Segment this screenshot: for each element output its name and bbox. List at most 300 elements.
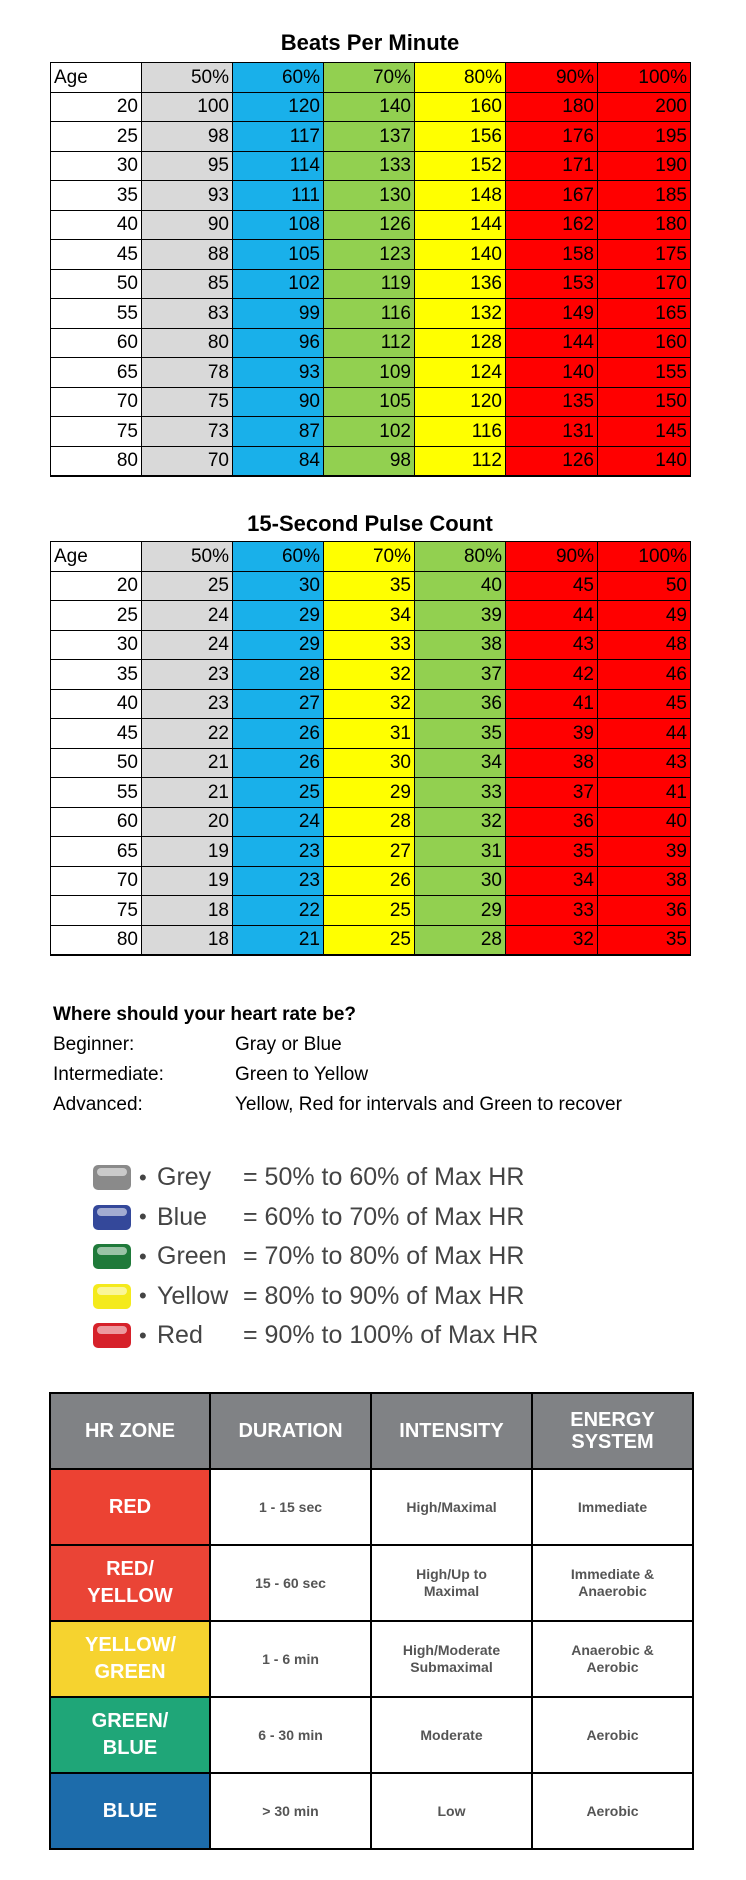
level-advice: Green to Yellow xyxy=(235,1064,369,1085)
value-cell: 34 xyxy=(415,748,506,778)
value-cell: 18 xyxy=(142,925,233,955)
value-cell: 28 xyxy=(233,660,324,690)
value-cell: 155 xyxy=(598,358,691,388)
pulse-table xyxy=(50,541,691,956)
value-cell: 119 xyxy=(324,269,415,299)
value-cell: 140 xyxy=(506,358,598,388)
green-swatch-icon xyxy=(93,1244,131,1269)
value-cell: 45 xyxy=(598,689,691,719)
value-cell: 19 xyxy=(142,837,233,867)
value-cell: 105 xyxy=(324,387,415,417)
bpm-row xyxy=(51,181,691,211)
legend-color-name: Red xyxy=(157,1321,203,1350)
value-cell: 80 xyxy=(142,328,233,358)
value-cell: 41 xyxy=(506,689,598,719)
value-cell: 26 xyxy=(233,719,324,749)
zone-duration-text: > 30 min xyxy=(262,1802,319,1819)
age-cell: 25 xyxy=(51,601,142,631)
value-cell: 36 xyxy=(598,896,691,926)
bpm-row xyxy=(51,299,691,329)
value-cell: 162 xyxy=(506,210,598,240)
value-cell: 32 xyxy=(324,689,415,719)
value-cell: 28 xyxy=(415,925,506,955)
pulse-row xyxy=(51,571,691,601)
energy-system-label: ENERGY SYSTEM xyxy=(570,1409,655,1453)
heart-rate-guidance xyxy=(53,1000,713,1120)
value-cell: 200 xyxy=(598,92,691,122)
percent-header: 80% xyxy=(415,63,506,93)
value-cell: 148 xyxy=(415,181,506,211)
percent-header: 50% xyxy=(142,542,233,572)
value-cell: 170 xyxy=(598,269,691,299)
bpm-row xyxy=(51,92,691,122)
value-cell: 23 xyxy=(142,660,233,690)
zone-intensity xyxy=(371,1773,532,1849)
value-cell: 140 xyxy=(324,92,415,122)
value-cell: 133 xyxy=(324,151,415,181)
zone-intensity-text: Low xyxy=(437,1802,466,1819)
value-cell: 145 xyxy=(598,417,691,447)
legend-color-name: Blue xyxy=(157,1202,208,1231)
zone-duration xyxy=(210,1773,371,1849)
value-cell: 152 xyxy=(415,151,506,181)
age-cell: 50 xyxy=(51,748,142,778)
legend-description: = 80% to 90% of Max HR xyxy=(243,1281,525,1310)
value-cell: 43 xyxy=(506,630,598,660)
header-row xyxy=(51,542,691,572)
legend-item xyxy=(93,1158,613,1198)
age-header: Age xyxy=(51,63,142,93)
value-cell: 140 xyxy=(598,446,691,476)
age-header: Age xyxy=(51,542,142,572)
value-cell: 25 xyxy=(324,925,415,955)
level-label: Intermediate: xyxy=(53,1064,164,1085)
value-cell: 18 xyxy=(142,896,233,926)
zone-row xyxy=(50,1621,693,1697)
value-cell: 25 xyxy=(324,896,415,926)
value-cell: 20 xyxy=(142,807,233,837)
zone-energy-system xyxy=(532,1773,693,1849)
value-cell: 34 xyxy=(324,601,415,631)
value-cell: 114 xyxy=(233,151,324,181)
bpm-row xyxy=(51,122,691,152)
age-cell: 20 xyxy=(51,571,142,601)
value-cell: 99 xyxy=(233,299,324,329)
value-cell: 176 xyxy=(506,122,598,152)
zone-intensity-text: High/Up to Maximal xyxy=(416,1566,487,1599)
legend-color-name: Yellow xyxy=(157,1281,229,1310)
value-cell: 38 xyxy=(506,748,598,778)
header-hr-zone: HR ZONE xyxy=(50,1393,210,1469)
value-cell: 70 xyxy=(142,446,233,476)
value-cell: 33 xyxy=(415,778,506,808)
zone-name xyxy=(50,1621,210,1697)
value-cell: 160 xyxy=(415,92,506,122)
value-cell: 108 xyxy=(233,210,324,240)
age-cell: 30 xyxy=(51,151,142,181)
value-cell: 123 xyxy=(324,240,415,270)
value-cell: 105 xyxy=(233,240,324,270)
value-cell: 116 xyxy=(415,417,506,447)
value-cell: 165 xyxy=(598,299,691,329)
guidance-row-intermediate xyxy=(53,1060,713,1090)
value-cell: 102 xyxy=(233,269,324,299)
legend-bullet: • xyxy=(139,1164,147,1190)
percent-header: 70% xyxy=(324,63,415,93)
zone-duration xyxy=(210,1469,371,1545)
value-cell: 31 xyxy=(324,719,415,749)
value-cell: 39 xyxy=(598,837,691,867)
value-cell: 23 xyxy=(233,837,324,867)
red-swatch-icon xyxy=(93,1323,131,1348)
value-cell: 22 xyxy=(142,719,233,749)
value-cell: 132 xyxy=(415,299,506,329)
zone-intensity-text: High/Maximal xyxy=(406,1498,497,1515)
percent-header: 100% xyxy=(598,63,691,93)
header-energy-system xyxy=(532,1393,693,1469)
zone-energy-system-text: Immediate & Anaerobic xyxy=(570,1566,655,1599)
value-cell: 34 xyxy=(506,866,598,896)
value-cell: 117 xyxy=(233,122,324,152)
value-cell: 130 xyxy=(324,181,415,211)
zone-name xyxy=(50,1469,210,1545)
value-cell: 42 xyxy=(506,660,598,690)
value-cell: 195 xyxy=(598,122,691,152)
hr-zones-table xyxy=(49,1392,694,1850)
pulse-row xyxy=(51,807,691,837)
value-cell: 78 xyxy=(142,358,233,388)
pulse-row xyxy=(51,748,691,778)
value-cell: 35 xyxy=(506,837,598,867)
value-cell: 95 xyxy=(142,151,233,181)
value-cell: 171 xyxy=(506,151,598,181)
age-cell: 45 xyxy=(51,240,142,270)
legend-description: = 70% to 80% of Max HR xyxy=(243,1242,525,1271)
blue-swatch-icon xyxy=(93,1205,131,1230)
value-cell: 26 xyxy=(233,748,324,778)
value-cell: 22 xyxy=(233,896,324,926)
value-cell: 24 xyxy=(142,601,233,631)
value-cell: 44 xyxy=(506,601,598,631)
header-row xyxy=(51,63,691,93)
value-cell: 150 xyxy=(598,387,691,417)
header-duration: DURATION xyxy=(210,1393,371,1469)
value-cell: 124 xyxy=(415,358,506,388)
zone-name xyxy=(50,1697,210,1773)
value-cell: 29 xyxy=(233,601,324,631)
value-cell: 85 xyxy=(142,269,233,299)
value-cell: 98 xyxy=(142,122,233,152)
value-cell: 41 xyxy=(598,778,691,808)
value-cell: 48 xyxy=(598,630,691,660)
value-cell: 40 xyxy=(598,807,691,837)
age-cell: 65 xyxy=(51,837,142,867)
pulse-row xyxy=(51,778,691,808)
value-cell: 126 xyxy=(506,446,598,476)
age-cell: 75 xyxy=(51,896,142,926)
age-cell: 75 xyxy=(51,417,142,447)
pulse-table-title: 15-Second Pulse Count xyxy=(247,511,493,536)
value-cell: 190 xyxy=(598,151,691,181)
age-cell: 80 xyxy=(51,446,142,476)
value-cell: 136 xyxy=(415,269,506,299)
value-cell: 21 xyxy=(142,778,233,808)
value-cell: 23 xyxy=(142,689,233,719)
zone-energy-system xyxy=(532,1697,693,1773)
value-cell: 167 xyxy=(506,181,598,211)
value-cell: 180 xyxy=(598,210,691,240)
zone-energy-system-text: Aerobic xyxy=(586,1802,639,1819)
zone-duration-text: 1 - 15 sec xyxy=(258,1498,323,1515)
pulse-row xyxy=(51,601,691,631)
value-cell: 116 xyxy=(324,299,415,329)
level-advice: Gray or Blue xyxy=(235,1034,342,1055)
value-cell: 32 xyxy=(506,925,598,955)
zone-energy-system xyxy=(532,1621,693,1697)
bpm-row xyxy=(51,240,691,270)
value-cell: 144 xyxy=(506,328,598,358)
value-cell: 149 xyxy=(506,299,598,329)
bpm-row xyxy=(51,269,691,299)
zone-duration-text: 15 - 60 sec xyxy=(255,1574,326,1591)
value-cell: 87 xyxy=(233,417,324,447)
value-cell: 46 xyxy=(598,660,691,690)
value-cell: 185 xyxy=(598,181,691,211)
legend-bullet: • xyxy=(139,1243,147,1269)
value-cell: 35 xyxy=(415,719,506,749)
zone-intensity xyxy=(371,1469,532,1545)
pulse-row xyxy=(51,866,691,896)
zone-duration xyxy=(210,1621,371,1697)
value-cell: 153 xyxy=(506,269,598,299)
value-cell: 27 xyxy=(233,689,324,719)
value-cell: 75 xyxy=(142,387,233,417)
value-cell: 24 xyxy=(142,630,233,660)
level-advice: Yellow, Red for intervals and Green to recover xyxy=(235,1094,622,1115)
zone-energy-system-text: Anaerobic & Aerobic xyxy=(571,1642,654,1675)
value-cell: 109 xyxy=(324,358,415,388)
zone-duration xyxy=(210,1697,371,1773)
value-cell: 88 xyxy=(142,240,233,270)
zone-label: BLUE xyxy=(102,1799,158,1822)
zone-energy-system-text: Immediate xyxy=(577,1498,648,1515)
value-cell: 90 xyxy=(233,387,324,417)
value-cell: 180 xyxy=(506,92,598,122)
legend-bullet: • xyxy=(139,1283,147,1309)
legend-item xyxy=(93,1237,613,1277)
value-cell: 84 xyxy=(233,446,324,476)
legend-item xyxy=(93,1316,613,1356)
zone-row xyxy=(50,1697,693,1773)
pulse-row xyxy=(51,896,691,926)
value-cell: 73 xyxy=(142,417,233,447)
age-cell: 55 xyxy=(51,299,142,329)
color-legend xyxy=(93,1158,613,1356)
value-cell: 45 xyxy=(506,571,598,601)
value-cell: 40 xyxy=(415,571,506,601)
guidance-question: Where should your heart rate be? xyxy=(53,1004,356,1025)
value-cell: 128 xyxy=(415,328,506,358)
pulse-row xyxy=(51,837,691,867)
age-cell: 25 xyxy=(51,122,142,152)
value-cell: 160 xyxy=(598,328,691,358)
legend-description: = 90% to 100% of Max HR xyxy=(243,1321,539,1350)
value-cell: 120 xyxy=(233,92,324,122)
zone-name xyxy=(50,1773,210,1849)
value-cell: 93 xyxy=(233,358,324,388)
value-cell: 27 xyxy=(324,837,415,867)
value-cell: 35 xyxy=(598,925,691,955)
zone-name xyxy=(50,1545,210,1621)
zone-intensity-text: High/Moderate Submaximal xyxy=(402,1642,501,1675)
age-cell: 50 xyxy=(51,269,142,299)
value-cell: 140 xyxy=(415,240,506,270)
bpm-row xyxy=(51,446,691,476)
pulse-row xyxy=(51,630,691,660)
value-cell: 25 xyxy=(142,571,233,601)
value-cell: 23 xyxy=(233,866,324,896)
legend-item xyxy=(93,1277,613,1317)
header-intensity: INTENSITY xyxy=(371,1393,532,1469)
value-cell: 144 xyxy=(415,210,506,240)
zone-row xyxy=(50,1545,693,1621)
zones-header-row xyxy=(50,1393,693,1469)
value-cell: 100 xyxy=(142,92,233,122)
age-cell: 65 xyxy=(51,358,142,388)
value-cell: 21 xyxy=(233,925,324,955)
legend-item xyxy=(93,1198,613,1238)
percent-header: 80% xyxy=(415,542,506,572)
zone-label: RED/ YELLOW xyxy=(87,1558,173,1607)
percent-header: 60% xyxy=(233,63,324,93)
legend-description: = 50% to 60% of Max HR xyxy=(243,1163,525,1192)
age-cell: 30 xyxy=(51,630,142,660)
age-cell: 40 xyxy=(51,689,142,719)
value-cell: 112 xyxy=(324,328,415,358)
legend-bullet: • xyxy=(139,1322,147,1348)
value-cell: 31 xyxy=(415,837,506,867)
age-cell: 35 xyxy=(51,660,142,690)
zone-row xyxy=(50,1773,693,1849)
level-label: Advanced: xyxy=(53,1094,143,1115)
percent-header: 90% xyxy=(506,542,598,572)
value-cell: 112 xyxy=(415,446,506,476)
value-cell: 36 xyxy=(415,689,506,719)
value-cell: 36 xyxy=(506,807,598,837)
value-cell: 30 xyxy=(233,571,324,601)
age-cell: 55 xyxy=(51,778,142,808)
age-cell: 80 xyxy=(51,925,142,955)
value-cell: 25 xyxy=(233,778,324,808)
value-cell: 33 xyxy=(506,896,598,926)
value-cell: 38 xyxy=(415,630,506,660)
bpm-row xyxy=(51,358,691,388)
percent-header: 100% xyxy=(598,542,691,572)
value-cell: 37 xyxy=(506,778,598,808)
value-cell: 29 xyxy=(324,778,415,808)
level-label: Beginner: xyxy=(53,1034,135,1055)
pulse-row xyxy=(51,660,691,690)
value-cell: 29 xyxy=(415,896,506,926)
zone-intensity xyxy=(371,1697,532,1773)
legend-color-name: Grey xyxy=(157,1163,212,1192)
bpm-row xyxy=(51,151,691,181)
value-cell: 98 xyxy=(324,446,415,476)
zone-intensity xyxy=(371,1621,532,1697)
value-cell: 32 xyxy=(415,807,506,837)
bpm-row xyxy=(51,328,691,358)
age-cell: 40 xyxy=(51,210,142,240)
percent-header: 90% xyxy=(506,63,598,93)
zone-row xyxy=(50,1469,693,1545)
percent-header: 60% xyxy=(233,542,324,572)
value-cell: 39 xyxy=(506,719,598,749)
zone-duration-text: 1 - 6 min xyxy=(262,1650,319,1667)
value-cell: 29 xyxy=(233,630,324,660)
value-cell: 50 xyxy=(598,571,691,601)
value-cell: 44 xyxy=(598,719,691,749)
value-cell: 102 xyxy=(324,417,415,447)
value-cell: 33 xyxy=(324,630,415,660)
value-cell: 21 xyxy=(142,748,233,778)
pulse-row xyxy=(51,719,691,749)
zone-energy-system xyxy=(532,1545,693,1621)
percent-header: 50% xyxy=(142,63,233,93)
value-cell: 96 xyxy=(233,328,324,358)
legend-description: = 60% to 70% of Max HR xyxy=(243,1202,525,1231)
value-cell: 35 xyxy=(324,571,415,601)
zone-duration xyxy=(210,1545,371,1621)
bpm-row xyxy=(51,387,691,417)
zone-duration-text: 6 - 30 min xyxy=(258,1726,323,1743)
value-cell: 158 xyxy=(506,240,598,270)
value-cell: 28 xyxy=(324,807,415,837)
bpm-table xyxy=(50,62,691,477)
legend-color-name: Green xyxy=(157,1242,227,1271)
pulse-row xyxy=(51,925,691,955)
zone-label: RED xyxy=(108,1495,152,1518)
value-cell: 24 xyxy=(233,807,324,837)
guidance-row-advanced xyxy=(53,1090,713,1120)
zone-intensity-text: Moderate xyxy=(420,1726,483,1743)
age-cell: 35 xyxy=(51,181,142,211)
value-cell: 93 xyxy=(142,181,233,211)
zone-label: YELLOW/ GREEN xyxy=(85,1634,177,1683)
value-cell: 120 xyxy=(415,387,506,417)
yellow-swatch-icon xyxy=(93,1284,131,1309)
legend-bullet: • xyxy=(139,1204,147,1230)
zone-energy-system-text: Aerobic xyxy=(586,1726,639,1743)
guidance-row-beginner xyxy=(53,1030,713,1060)
zone-intensity xyxy=(371,1545,532,1621)
age-cell: 45 xyxy=(51,719,142,749)
value-cell: 90 xyxy=(142,210,233,240)
bpm-table-title: Beats Per Minute xyxy=(280,30,460,55)
value-cell: 156 xyxy=(415,122,506,152)
value-cell: 111 xyxy=(233,181,324,211)
zone-energy-system xyxy=(532,1469,693,1545)
age-cell: 60 xyxy=(51,807,142,837)
value-cell: 83 xyxy=(142,299,233,329)
zone-label: GREEN/ BLUE xyxy=(91,1710,169,1759)
value-cell: 38 xyxy=(598,866,691,896)
value-cell: 126 xyxy=(324,210,415,240)
age-cell: 70 xyxy=(51,387,142,417)
value-cell: 39 xyxy=(415,601,506,631)
value-cell: 49 xyxy=(598,601,691,631)
value-cell: 30 xyxy=(324,748,415,778)
value-cell: 137 xyxy=(324,122,415,152)
